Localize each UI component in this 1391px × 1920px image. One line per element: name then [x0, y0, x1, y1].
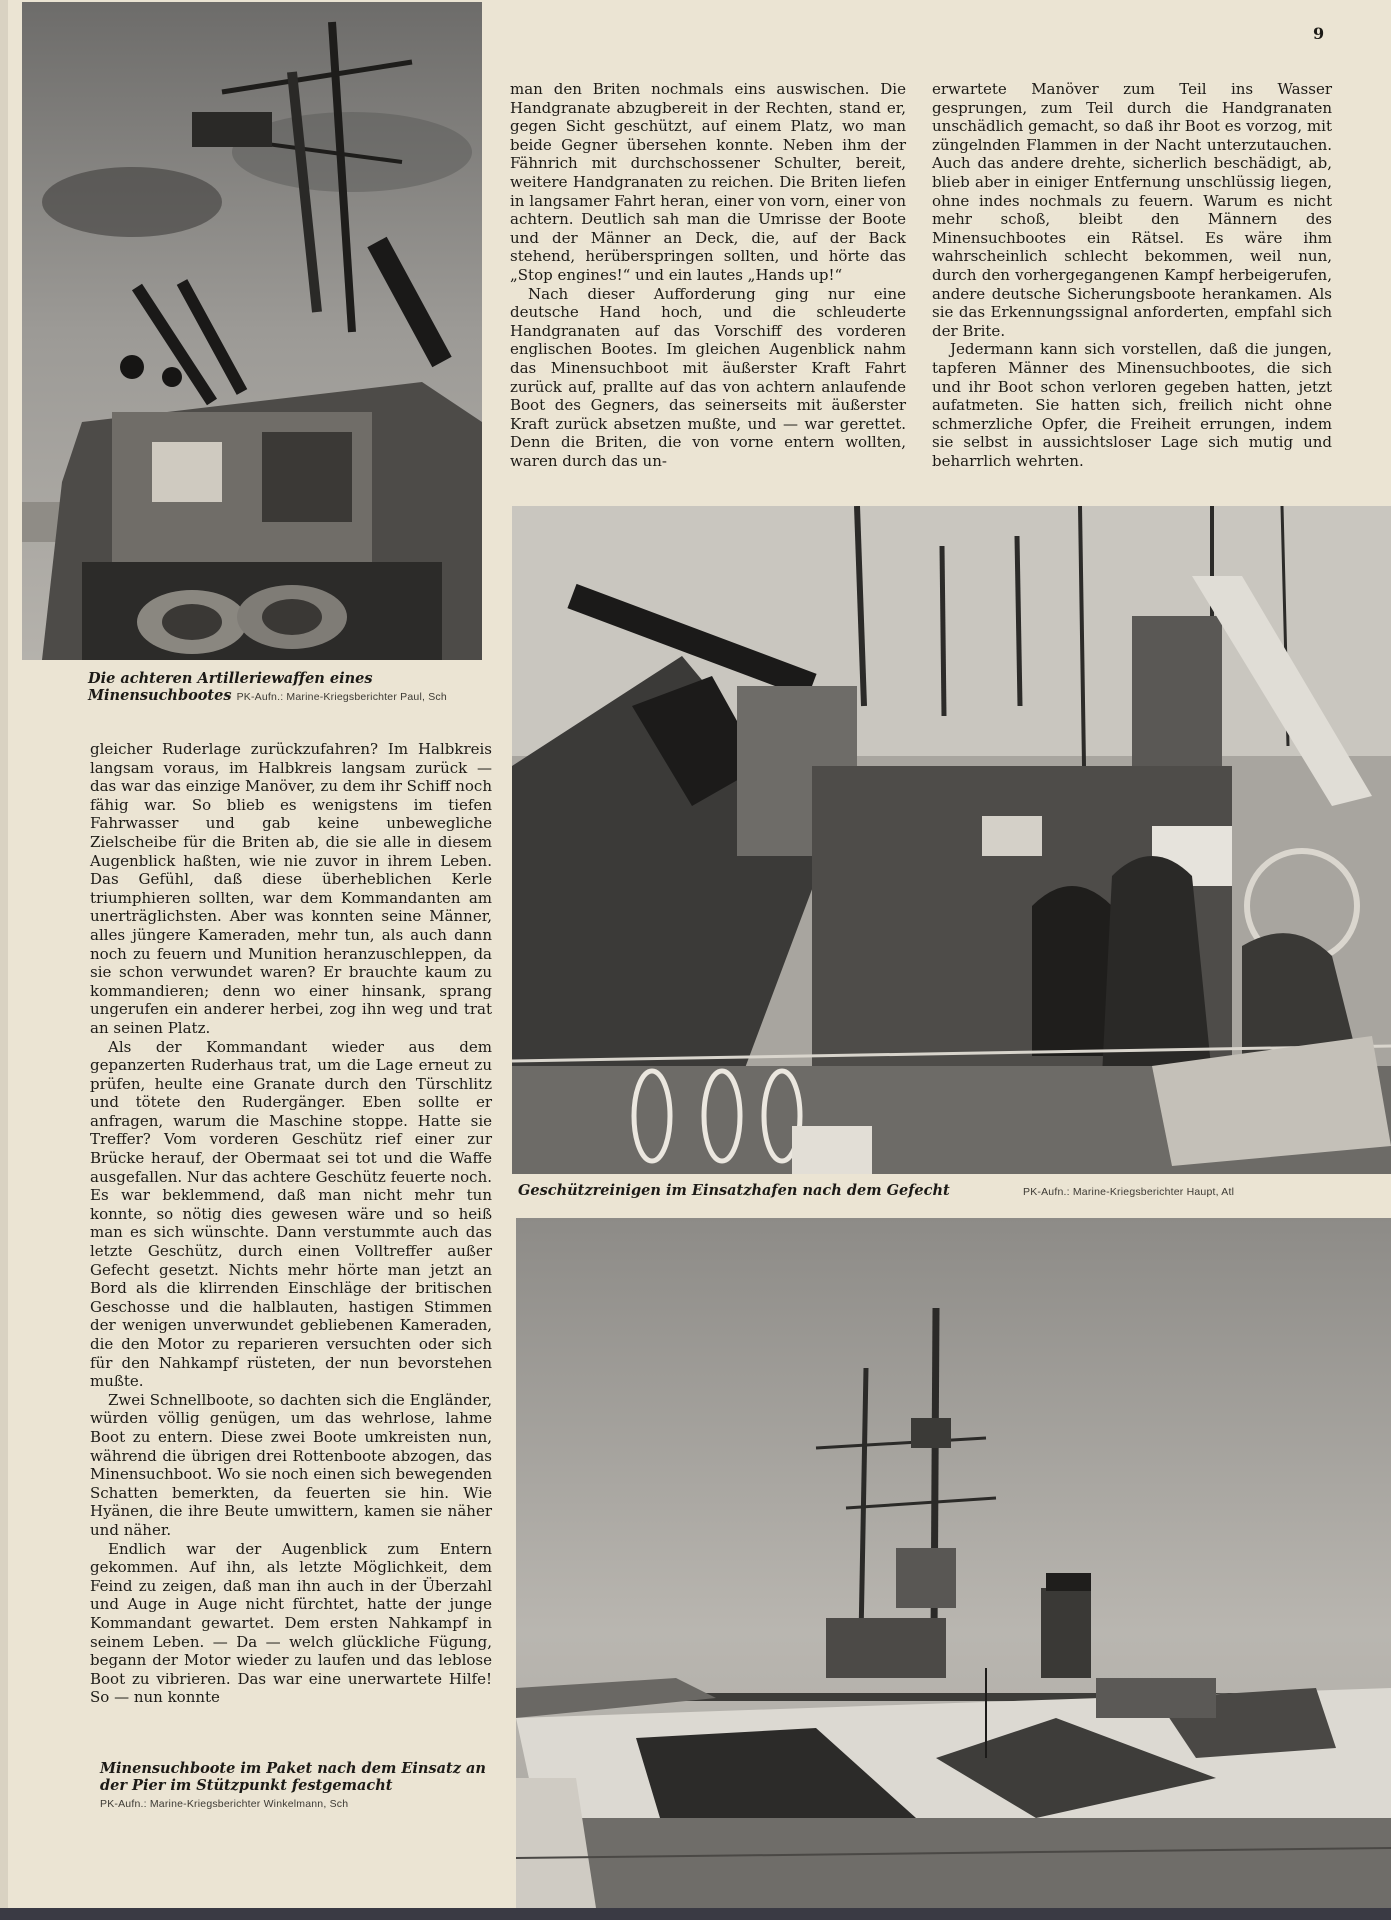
photo-credit: PK-Aufn.: Marine-Kriegsberichter Winkelmann, Sch	[100, 1798, 349, 1810]
photo-minesweepers	[516, 1218, 1391, 1908]
article-column-left	[90, 740, 492, 1707]
photo-artillery-caption	[88, 670, 484, 706]
caption-text: Minensuchboote im Paket nach dem Einsatz an der Pier im Stützpunkt festgemacht	[100, 1760, 486, 1794]
caption-text: Geschützreinigen im Einsatzhafen nach dem Gefecht	[518, 1182, 950, 1199]
article-column-top-middle	[510, 80, 906, 470]
article-column-top-right	[932, 80, 1332, 470]
page-number: 9	[1313, 24, 1325, 43]
paragraph: Nach dieser Aufforderung ging nur eine deutsche Hand hoch, und die schleuderte Handgranaten auf das Vorschiff des vorderen englischen Bootes. Im gleichen Augenblick nahm das Minensuchboot mit äußerster Kraft Fahrt zurück auf, prallte auf das von achtern anlaufende Boot des Gegners, das seinerseits mit äußerster Kraft zurück absetzen mußte, und — war gerettet. Denn die Briten, die von vorne entern wollten, waren durch das un-	[510, 284, 906, 470]
paragraph: erwartete Manöver zum Teil ins Wasser gesprungen, zum Teil durch die Handgranaten unschädlich gemacht, so daß ihr Boot es vorzog, mit züngelnden Flammen in der Nacht unterzutauchen. Auch das andere drehte, sicherlich beschädigt, ab, blieb aber in einiger Entfernung unschlüssig liegen, ohne indes nochmals zu feuern. Warum es nicht mehr schoß, bleibt den Männern des Minensuchbootes ein Rätsel. Es wäre ihm wahrscheinlich schlecht bekommen, weil nun, durch den vorhergegangenen Kampf herbeigerufen, andere deutsche Sicherungsboote herankamen. Als sie das Erkennungssignal anforderten, empfahl sich der Brite.	[932, 80, 1332, 340]
page-bottom-edge	[0, 1908, 1391, 1920]
photo-credit: PK-Aufn.: Marine-Kriegsberichter Haupt, Atl	[1023, 1186, 1235, 1198]
paragraph: man den Briten nochmals eins auswischen. Die Handgranate abzugbereit in der Rechten, stand er, gegen Sicht geschützt, auf einem Platz, wo man beide Gegner übersehen konnte. Neben ihm der Fähnrich mit durchschossener Schulter, bereit, weitere Handgranaten zu reichen. Die Briten liefen in langsamer Fahrt heran, einer von vorn, einer von achtern. Deutlich sah man die Umrisse der Boote und der Männer an Deck, die, auf der Back stehend, herüberspringen sollten, und hörte das „Stop engines!“ und ein lautes „Hands up!“	[510, 80, 906, 284]
paragraph: Endlich war der Augenblick zum Entern gekommen. Auf ihn, als letzte Möglichkeit, dem Feind zu zeigen, daß man ihn auch in der Überzahl und Auge in Auge nicht fürchtet, hatte der junge Kommandant gewartet. Dem ersten Nahkampf in seinem Leben. — Da — welch glückliche Fügung, begann der Motor wieder zu laufen und das leblose Boot zu vibrieren. Das war eine unerwartete Hilfe! So — nun konnte	[90, 1539, 492, 1707]
photo-credit: PK-Aufn.: Marine-Kriegsberichter Paul, Sch	[236, 691, 447, 703]
paragraph: gleicher Ruderlage zurückzufahren? Im Halbkreis langsam voraus, im Halbkreis langsam zurück — das war das einzige Manöver, zu dem ihr Schiff noch fähig war. So blieb es wenigstens im tiefen Fahrwasser und gab keine unbewegliche Zielscheibe für die Briten ab, die sie alle in diesem Augenblick haßten, wie nie zuvor in ihrem Leben. Das Gefühl, daß diese überheblichen Kerle triumphieren sollten, war dem Kommandanten am unerträglichsten. Aber was konnten seine Männer, alles jüngere Kameraden, mehr tun, als auch dann noch zu feuern und Munition heranzuschleppen, da sie schon verwundet waren? Er brauchte kaum zu kommandieren; denn wo einer hinsank, sprang ungerufen ein anderer herbei, zog ihn weg und trat an seinen Platz.	[90, 740, 492, 1037]
photo-artillery	[22, 2, 482, 660]
photo-gun-cleaning	[512, 506, 1391, 1174]
caption-text: Die achteren Artilleriewaffen eines Minensuchbootes	[88, 670, 373, 704]
photo-minesweepers-caption	[100, 1760, 500, 1813]
paragraph: Als der Kommandant wieder aus dem gepanzerten Ruderhaus trat, um die Lage erneut zu prüfen, heulte eine Granate durch den Türschlitz und tötete den Rudergänger. Eben sollte er anfragen, warum die Maschine stoppe. Hatte sie Treffer? Vom vorderen Geschütz rief einer zur Brücke herauf, der Obermaat sei tot und die Waffe ausgefallen. Nur das achtere Geschütz feuerte noch. Es war beklemmend, daß man nicht mehr tun konnte, so nötig dies gewesen wäre und so heiß man es sich wünschte. Dann verstummte auch das letzte Geschütz, durch einen Volltreffer außer Gefecht gesetzt. Nichts mehr hörte man jetzt an Bord als die klirrenden Einschläge der britischen Geschosse und die halblauten, hastigen Stimmen der wenigen unverwundet gebliebenen Kameraden, die den Motor zu reparieren versuchten oder sich für den Nahkampf rüsteten, der nun bevorstehen mußte.	[90, 1037, 492, 1391]
paragraph: Zwei Schnellboote, so dachten sich die Engländer, würden völlig genügen, um das wehrlose, lahme Boot zu entern. Diese zwei Boote umkreisten nun, während die übrigen drei Rottenboote abzogen, das Minensuchboot. Wo sie noch einen sich bewegenden Schatten bemerkten, da feuerten sie hin. Wie Hyänen, die ihre Beute umwittern, kamen sie näher und näher.	[90, 1390, 492, 1539]
photo-gun-cleaning-caption	[518, 1182, 1378, 1199]
page-edge	[0, 0, 8, 1920]
paragraph: Jedermann kann sich vorstellen, daß die jungen, tapferen Männer des Minensuchbootes, die sich und ihr Boot schon verloren gegeben hatten, jetzt aufatmeten. Sie hatten sich, freilich nicht ohne schmerzliche Opfer, die Freiheit errungen, indem sie selbst in aussichtsloser Lage sich mutig und beharrlich wehrten.	[932, 340, 1332, 470]
